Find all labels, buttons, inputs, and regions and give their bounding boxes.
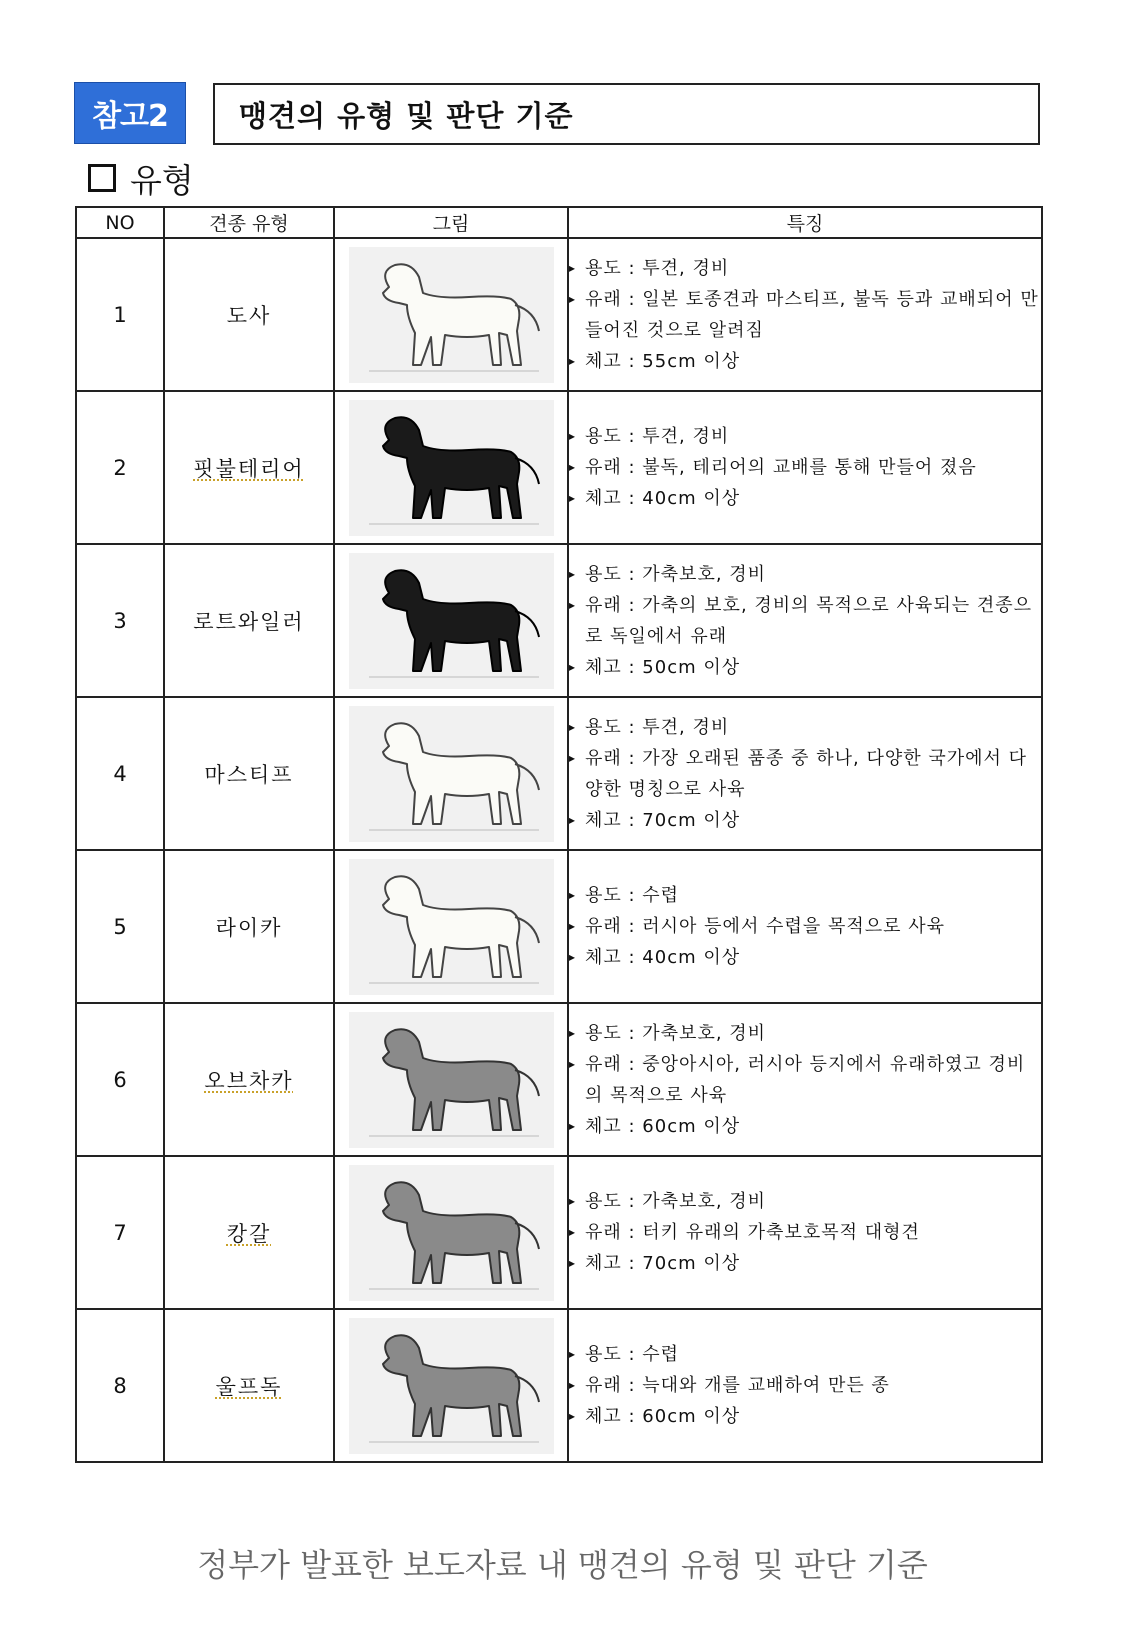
dog-illustration-icon — [349, 247, 554, 383]
breed-name-label: 마스티프 — [204, 762, 294, 787]
breed-picture — [334, 391, 568, 544]
breed-picture — [334, 697, 568, 850]
breed-name — [164, 1003, 334, 1156]
picture-frame — [349, 706, 554, 842]
picture-frame — [349, 400, 554, 536]
picture-frame — [349, 1165, 554, 1301]
feature-line: ▸ 용도 : 투견, 경비 — [569, 253, 1041, 284]
feature-line: ▸ 용도 : 가축보호, 경비 — [569, 1186, 1041, 1217]
dog-type-table — [75, 206, 1043, 1463]
breed-picture — [334, 544, 568, 697]
dog-illustration-icon — [349, 706, 554, 842]
row-number: 4 — [76, 697, 164, 850]
breed-picture — [334, 1156, 568, 1309]
section-heading-label: 유형 — [130, 160, 194, 200]
breed-features — [568, 1309, 1042, 1462]
breed-name — [164, 850, 334, 1003]
breed-name-label: 울프독 — [215, 1374, 283, 1399]
breed-features — [568, 697, 1042, 850]
dog-illustration-icon — [349, 1012, 554, 1148]
dog-illustration-icon — [349, 1165, 554, 1301]
column-header-picture: 그림 — [334, 207, 568, 238]
breed-name — [164, 544, 334, 697]
feature-line: ▸ 용도 : 수렵 — [569, 1339, 1041, 1370]
breed-name — [164, 1309, 334, 1462]
dog-illustration-icon — [349, 859, 554, 995]
feature-line: ▸ 체고 : 50cm 이상 — [569, 652, 1041, 683]
feature-line: ▸ 유래 : 늑대와 개를 교배하여 만든 종 — [569, 1370, 1041, 1401]
breed-name-label: 캉갈 — [226, 1221, 272, 1246]
table-row — [76, 1309, 1042, 1462]
column-header-features: 특징 — [568, 207, 1042, 238]
image-caption: 정부가 발표한 보도자료 내 맹견의 유형 및 판단 기준 — [197, 1546, 928, 1584]
table-header-row — [76, 207, 1042, 238]
picture-frame — [349, 1012, 554, 1148]
table-row — [76, 850, 1042, 1003]
picture-frame — [349, 247, 554, 383]
breed-name-label: 핏불테리어 — [193, 456, 305, 481]
section-heading — [88, 155, 194, 201]
row-number: 5 — [76, 850, 164, 1003]
dog-illustration-icon — [349, 400, 554, 536]
reference-badge: 참고2 — [74, 82, 186, 144]
breed-name — [164, 391, 334, 544]
table-row — [76, 1003, 1042, 1156]
feature-line: ▸ 유래 : 중앙아시아, 러시아 등지에서 유래하였고 경비의 목적으로 사육 — [569, 1049, 1041, 1111]
breed-features — [568, 850, 1042, 1003]
table-row — [76, 1156, 1042, 1309]
document-title: 맹견의 유형 및 판단 기준 — [213, 83, 1040, 145]
feature-line: ▸ 체고 : 70cm 이상 — [569, 1248, 1041, 1279]
breed-name — [164, 1156, 334, 1309]
row-number: 6 — [76, 1003, 164, 1156]
column-header-no: NO — [76, 207, 164, 238]
checkbox-icon — [88, 164, 116, 192]
row-number: 2 — [76, 391, 164, 544]
table-row — [76, 391, 1042, 544]
breed-name — [164, 238, 334, 391]
row-number: 1 — [76, 238, 164, 391]
breed-name-label: 로트와일러 — [193, 609, 305, 634]
breed-name — [164, 697, 334, 850]
picture-frame — [349, 1318, 554, 1454]
table-row — [76, 544, 1042, 697]
feature-line: ▸ 유래 : 가축의 보호, 경비의 목적으로 사육되는 견종으로 독일에서 유래 — [569, 590, 1041, 652]
feature-line: ▸ 용도 : 투견, 경비 — [569, 712, 1041, 743]
breed-picture — [334, 850, 568, 1003]
feature-line: ▸ 유래 : 일본 토종견과 마스티프, 불독 등과 교배되어 만들어진 것으로 알려짐 — [569, 284, 1041, 346]
breed-features — [568, 238, 1042, 391]
feature-line: ▸ 체고 : 70cm 이상 — [569, 805, 1041, 836]
feature-line: ▸ 체고 : 60cm 이상 — [569, 1111, 1041, 1142]
breed-features — [568, 1156, 1042, 1309]
breed-picture — [334, 1309, 568, 1462]
dog-illustration-icon — [349, 553, 554, 689]
breed-name-label: 라이카 — [215, 915, 283, 940]
feature-line: ▸ 용도 : 투견, 경비 — [569, 421, 1041, 452]
feature-line: ▸ 유래 : 터키 유래의 가축보호목적 대형견 — [569, 1217, 1041, 1248]
breed-name-label: 도사 — [226, 303, 272, 328]
row-number: 8 — [76, 1309, 164, 1462]
feature-line: ▸ 체고 : 60cm 이상 — [569, 1401, 1041, 1432]
breed-picture — [334, 238, 568, 391]
feature-line: ▸ 체고 : 40cm 이상 — [569, 483, 1041, 514]
breed-name-label: 오브차카 — [204, 1068, 294, 1093]
table-row — [76, 238, 1042, 391]
feature-line: ▸ 유래 : 불독, 테리어의 교배를 통해 만들어 졌음 — [569, 452, 1041, 483]
feature-line: ▸ 용도 : 가축보호, 경비 — [569, 1018, 1041, 1049]
feature-line: ▸ 유래 : 러시아 등에서 수렵을 목적으로 사육 — [569, 911, 1041, 942]
feature-line: ▸ 유래 : 가장 오래된 품종 중 하나, 다양한 국가에서 다양한 명칭으로 사육 — [569, 743, 1041, 805]
table-row — [76, 697, 1042, 850]
feature-line: ▸ 용도 : 가축보호, 경비 — [569, 559, 1041, 590]
breed-picture — [334, 1003, 568, 1156]
row-number: 7 — [76, 1156, 164, 1309]
column-header-breed: 견종 유형 — [164, 207, 334, 238]
picture-frame — [349, 553, 554, 689]
feature-line: ▸ 체고 : 55cm 이상 — [569, 346, 1041, 377]
row-number: 3 — [76, 544, 164, 697]
breed-features — [568, 1003, 1042, 1156]
feature-line: ▸ 용도 : 수렵 — [569, 880, 1041, 911]
feature-line: ▸ 체고 : 40cm 이상 — [569, 942, 1041, 973]
picture-frame — [349, 859, 554, 995]
dog-illustration-icon — [349, 1318, 554, 1454]
breed-features — [568, 391, 1042, 544]
breed-features — [568, 544, 1042, 697]
